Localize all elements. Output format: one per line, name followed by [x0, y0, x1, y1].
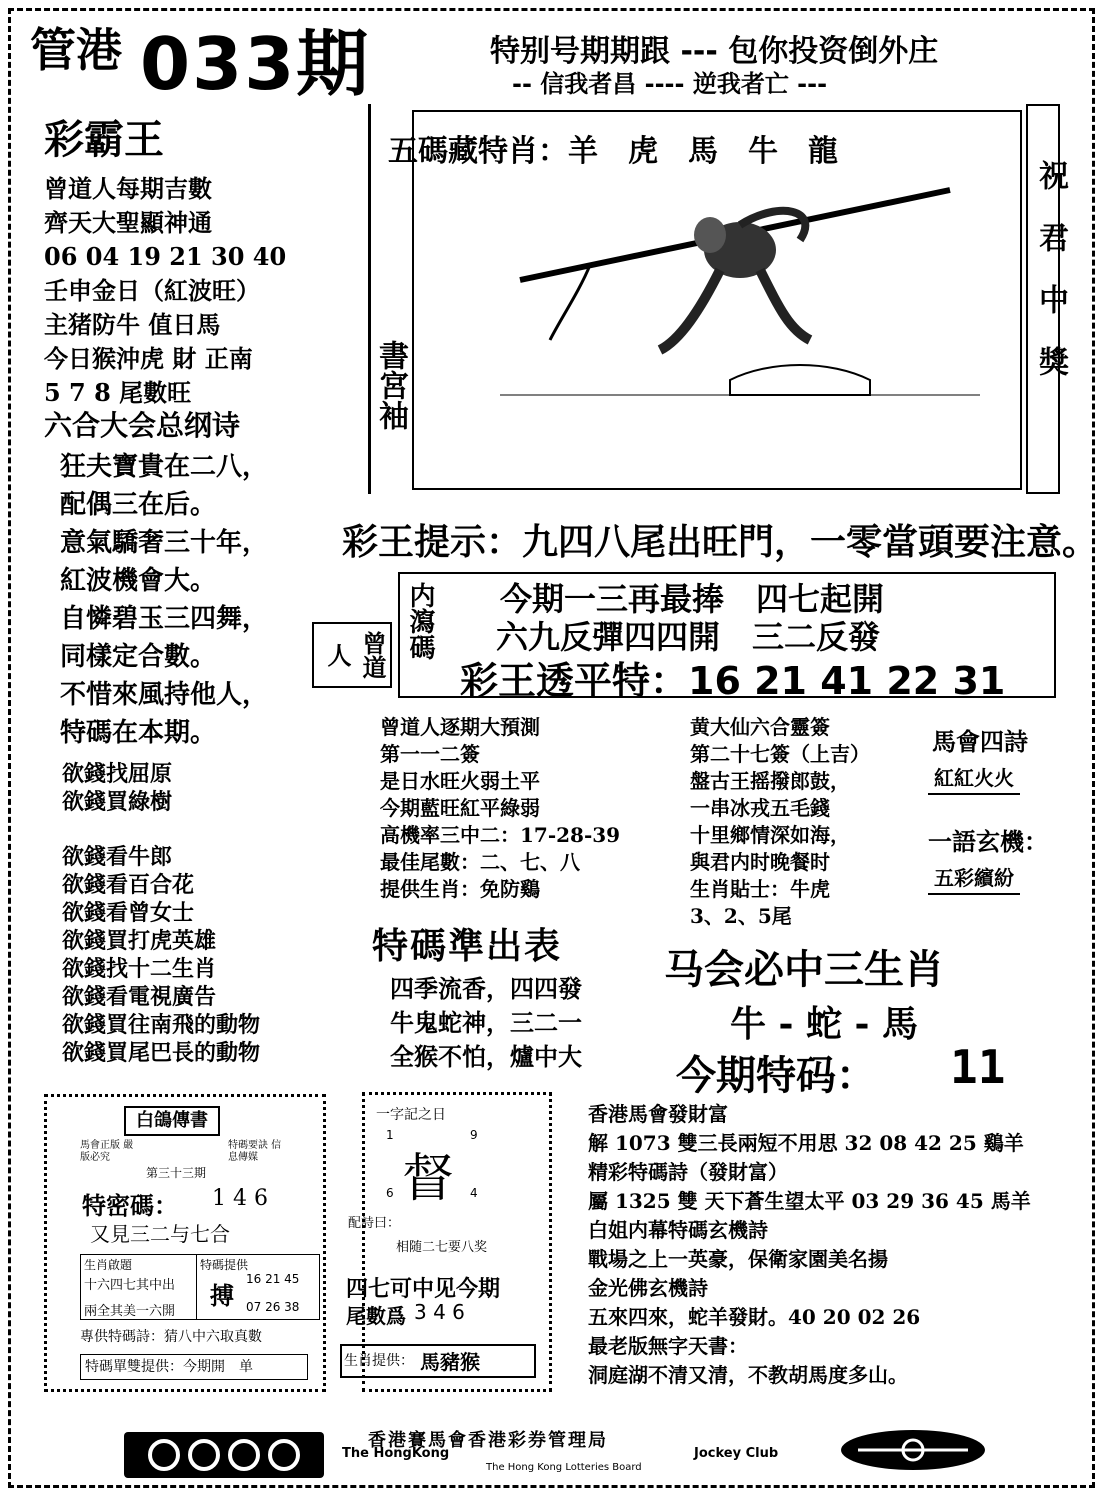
stamp-seal: 曾道人 — [312, 622, 392, 688]
prediction-line: 第一一二簽 — [380, 742, 480, 766]
hk-line: 解 1073 雙三長兩短不用思 32 08 42 25 鷄羊 — [588, 1131, 1024, 1155]
money-riddles-b — [62, 843, 260, 1067]
poem-line: 配偶三在后。 — [60, 490, 217, 520]
tema-title: 特碼準出表 — [372, 926, 563, 967]
tema-line: 全猴不怕，爐中大 — [390, 1042, 582, 1071]
info-line: 曾道人每期吉數 — [44, 174, 212, 203]
riddle-line: 欲錢找十二生肖 — [62, 956, 217, 982]
footer-en-left: The HongKong — [342, 1446, 450, 1461]
riddle-line: 欲錢看曾女士 — [62, 900, 195, 926]
info-line: 今日猴沖虎 財 正南 — [44, 344, 253, 373]
pigeon-issue: 第三十三期 — [146, 1166, 207, 1180]
hk-line: 金光佛玄機詩 — [588, 1276, 708, 1300]
prediction-line: 曾道人逐期大預測 — [380, 715, 540, 739]
five-codes-zodiac: 五碼藏特肖：羊 虎 馬 牛 龍 — [388, 134, 838, 169]
left-info — [44, 172, 286, 410]
c1-title: 生肖啟題 — [84, 1258, 133, 1272]
clock-title: 一字記之日 — [376, 1107, 446, 1123]
poem-line: 意氣驕奢三十年， — [60, 528, 269, 558]
slogan-top: 特别号期期跟 --- 包你投资倒外庄 — [490, 34, 939, 69]
prediction-line: 最佳尾數：二、七、八 — [380, 850, 580, 874]
dual-line: 特碼單雙提供：今期開 单 — [80, 1354, 308, 1380]
hdx-line: 與君内时晚餐时 — [690, 850, 830, 874]
c1-line1: 十六四七其中出 — [84, 1278, 176, 1293]
huangdaxian-list — [690, 714, 870, 930]
zodiac-label: 生肖提供： — [344, 1353, 414, 1369]
slogan-sub: -- 信我者昌 ---- 逆我者亡 --- — [512, 70, 828, 98]
footer-left-logo — [124, 1432, 324, 1478]
caiwang-hint: 彩王提示：九四八尾出旺門，一零當頭要注意。 — [342, 521, 1099, 563]
hk-line: 戰場之上一英豪，保衛家園美名揚 — [588, 1247, 888, 1271]
clock-char: 督 — [402, 1149, 455, 1209]
pigeon-poem-line: 專供特碼詩：猜八中六取真數 — [80, 1329, 262, 1345]
poem-line: 紅波機會大。 — [60, 566, 217, 596]
tip2-title: 一語玄機： — [928, 828, 1048, 856]
pigeon-left-note: 馬會正版 嚴版必究 — [80, 1140, 134, 1163]
hk-line: 白姐内幕特碼玄機詩 — [588, 1218, 768, 1242]
tail-value: 3 4 6 — [414, 1300, 465, 1324]
hdx-line: 十里鄉情深如海， — [690, 823, 850, 847]
c2-line2: 07 26 38 — [246, 1300, 300, 1314]
prediction-line: 今期藍旺紅平綠弱 — [380, 796, 540, 820]
again-line: 又見三二与七合 — [90, 1222, 230, 1246]
tema-list — [390, 972, 582, 1074]
issue-number: 033期 — [140, 22, 371, 106]
tema-line: 牛鬼蛇神，三二一 — [390, 1008, 582, 1037]
prediction-line: 提供生肖：免防鷄 — [380, 877, 540, 901]
riddle-line: 欲錢買綠樹 — [62, 789, 173, 815]
info-line: 5 7 8 尾數旺 — [44, 378, 192, 407]
poem-line: 同樣定合數。 — [60, 642, 217, 672]
hk-line: 五來四來，蛇羊發財。40 20 02 26 — [588, 1305, 921, 1329]
hdx-line: 一串冰戎五毛錢 — [690, 796, 830, 820]
clock-banner: 四七可中见今期 — [346, 1277, 501, 1302]
hdx-line: 生肖貼士：牛虎 — [690, 877, 830, 901]
footer-en-sub: The Hong Kong Lotteries Board — [486, 1462, 642, 1473]
clock-n9: 9 — [470, 1128, 478, 1142]
inner-line-3: 彩王透平特：16 21 41 22 31 — [460, 659, 1006, 703]
footer-en-right: Jockey Club — [694, 1446, 779, 1461]
tema-value: 11 — [950, 1040, 1006, 1094]
clock-poem: 相随二七要八奖 — [396, 1240, 488, 1255]
clock-n4: 4 — [470, 1186, 478, 1200]
prediction-line: 高機率三中二：17-28-39 — [380, 823, 621, 847]
poem-title: 六合大会总纲诗 — [44, 409, 241, 442]
poem-line: 狂夫寶貴在二八， — [60, 452, 269, 482]
hdx-line: 盤古王摇撥郎鼓， — [690, 769, 850, 793]
secret-label: 特密碼： — [82, 1192, 178, 1220]
riddle-line: 欲錢買打虎英雄 — [62, 928, 217, 954]
inner-line-1: 今期一三再最捧 四七起開 — [500, 580, 885, 618]
poem-line: 不惜來風持他人， — [60, 680, 269, 710]
prediction-line: 是日水旺火弱土平 — [380, 769, 540, 793]
riddle-line: 欲錢看牛郎 — [62, 844, 173, 870]
pigeon-grid-divider — [196, 1254, 197, 1320]
c1-line2: 兩全其美一六開 — [84, 1304, 176, 1319]
zodiac-value: 馬豬猴 — [420, 1350, 480, 1374]
info-line: 06 04 19 21 30 40 — [44, 242, 287, 271]
riddle-line: 欲錢買往南飛的動物 — [62, 1012, 261, 1038]
tail-label: 尾數爲 — [346, 1304, 406, 1328]
hdx-line: 第二十七簽（上吉） — [690, 742, 870, 766]
tip1-title: 馬會四詩 — [932, 728, 1028, 756]
mahui-title: 马会必中三生肖 — [664, 947, 944, 993]
secret-value: 1 4 6 — [212, 1186, 268, 1211]
info-line: 主猪防牛 值日馬 — [44, 310, 221, 339]
hk-line: 洞庭湖不清又清，不教胡馬度多山。 — [588, 1363, 908, 1387]
poem-line: 特碼在本期。 — [60, 718, 217, 748]
brand-title: 彩霸王 — [44, 117, 164, 163]
footer-right-logo — [838, 1428, 988, 1472]
poem-body — [60, 448, 268, 752]
monkey-illustration — [480, 180, 1000, 420]
c2-char: 搏 — [210, 1282, 234, 1310]
riddle-line: 欲錢看電視廣告 — [62, 984, 217, 1010]
tema-line: 四季流香，四四發 — [390, 974, 582, 1003]
left-vertical-text: 書宮袖 — [373, 340, 408, 430]
hk-line: 精彩特碼詩（發財富） — [588, 1160, 788, 1184]
clock-poem-label: 配詩曰： — [348, 1216, 401, 1231]
hk-fortune-block — [588, 1100, 1031, 1390]
right-vertical-text: 祝君中獎 — [1033, 160, 1068, 408]
clock-n6: 6 — [386, 1186, 394, 1200]
c2-line1: 16 21 45 — [246, 1272, 300, 1286]
riddle-line: 欲錢看百合花 — [62, 872, 195, 898]
footer-cn: 香港賽馬會香港彩券管理局 — [368, 1430, 608, 1451]
hdx-line: 黄大仙六合靈簽 — [690, 715, 830, 739]
tip1-value: 紅紅火火 — [928, 760, 1020, 795]
pigeon-right-note: 特碼要訣 信息傳媒 — [228, 1140, 282, 1163]
info-line: 壬申金日（紅波旺） — [44, 276, 260, 305]
riddle-line: 欲錢買尾巴長的動物 — [62, 1040, 261, 1066]
tip2-value: 五彩繽紛 — [928, 860, 1020, 895]
info-line: 齊天大聖顯神通 — [44, 208, 212, 237]
money-riddles-a — [62, 760, 172, 816]
pigeon-title: 白鴿傳書 — [124, 1106, 220, 1136]
inner-line-2: 六九反彈四四開 三二反發 — [496, 618, 881, 656]
tema-label: 今期特码： — [676, 1053, 876, 1099]
hdx-line: 3、2、5尾 — [690, 904, 792, 928]
prediction-list — [380, 714, 620, 903]
mahui-animals: 牛 - 蛇 - 馬 — [730, 1003, 919, 1045]
riddle-line: 欲錢找屈原 — [62, 761, 173, 787]
poem-line: 自憐碧玉三四舞， — [60, 604, 269, 634]
hk-line: 香港馬會發財富 — [588, 1102, 728, 1126]
hk-line: 屬 1325 雙 天下蒼生望太平 03 29 36 45 馬羊 — [588, 1189, 1031, 1213]
inner-label: 内瀉碼 — [405, 582, 435, 660]
c2-title: 特碼提供 — [200, 1258, 249, 1272]
clock-n1: 1 — [386, 1128, 394, 1142]
hk-line: 最老版無字天書： — [588, 1334, 748, 1358]
masthead-small: 管港 — [30, 23, 122, 77]
